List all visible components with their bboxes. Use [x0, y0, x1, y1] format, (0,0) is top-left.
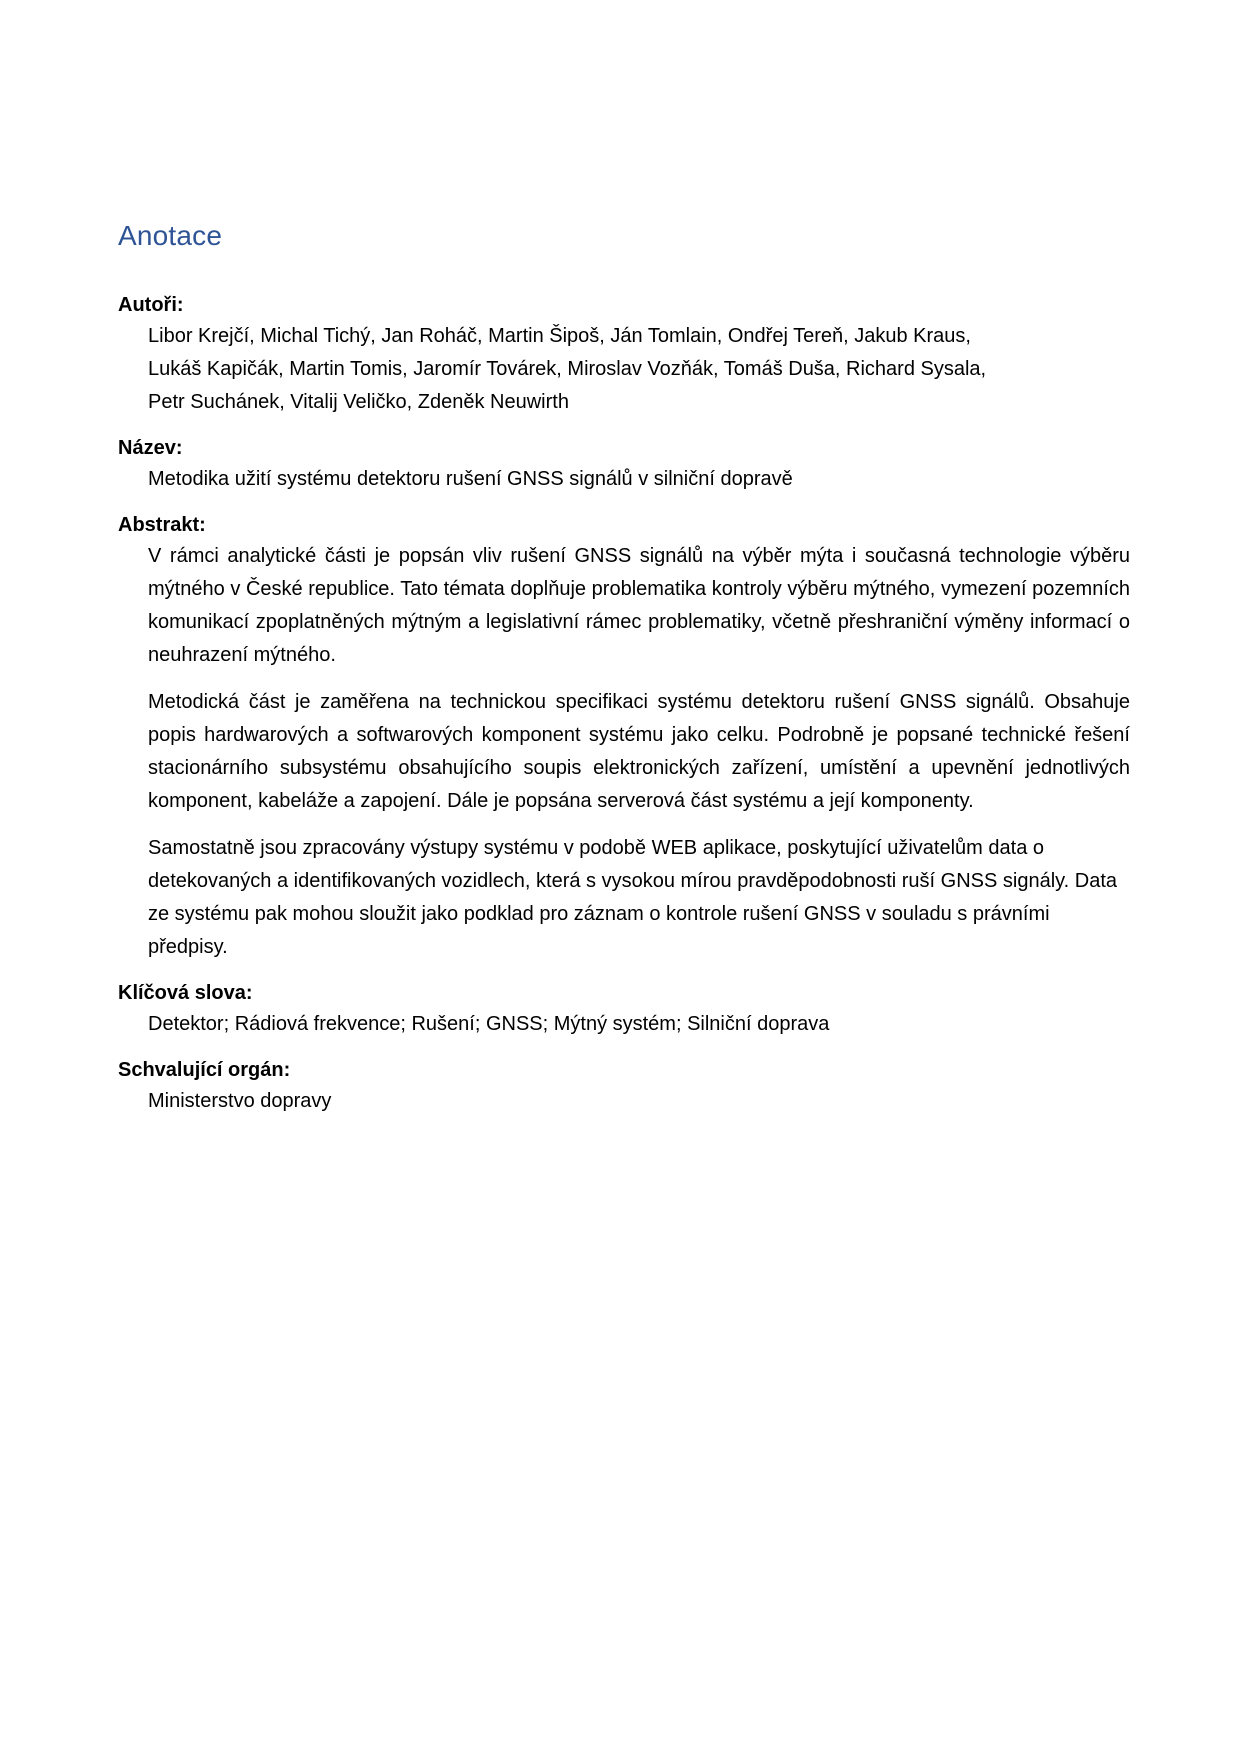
abstract-paragraph: Samostatně jsou zpracovány výstupy systému v podobě WEB aplikace, poskytující uživatelům data o detekovaných a identifikovaných vozidlech, která s vysokou mírou pravděpodobnosti ruší GNSS signály. Data ze systému pak mohou sloužit jako podklad pro záznam o kontrole rušení GNSS v souladu s právními předpisy. [148, 837, 1118, 958]
authors-line: Petr Suchánek, Vitalij Veličko, Zdeněk Neuwirth [148, 391, 569, 413]
abstract-label: Abstrakt: [118, 514, 206, 536]
approving-body-value: Ministerstvo dopravy [148, 1090, 332, 1112]
document-page [118, 216, 1130, 1132]
keywords-label: Klíčová slova: [118, 982, 253, 1004]
keywords-section [118, 978, 1130, 1041]
authors-section [118, 290, 1130, 419]
name-value: Metodika užití systému detektoru rušení GNSS signálů v silniční dopravě [148, 468, 793, 490]
authors-line: Libor Krejčí, Michal Tichý, Jan Roháč, Martin Šipoš, Ján Tomlain, Ondřej Tereň, Jakub Kraus, [148, 325, 971, 347]
abstract-paragraph: V rámci analytické části je popsán vliv rušení GNSS signálů na výběr mýta i současná technologie výběru mýtného v České republice. Tato témata doplňuje problematika kontroly výběru mýtného, vymezení pozemních komunikací zpoplatněných mýtným a legislativní rámec problematiky, včetně přeshraniční výměny informací o neuhrazení mýtného. [148, 545, 1130, 666]
name-label: Název: [118, 437, 183, 459]
authors-label: Autoři: [118, 294, 184, 316]
abstract-paragraph: Metodická část je zaměřena na technickou specifikaci systému detektoru rušení GNSS signálů. Obsahuje popis hardwarových a softwarových komponent systému jako celku. Podrobně je popsané technické řešení stacionárního subsystému obsahujícího soupis elektronických zařízení, umístění a upevnění jednotlivých komponent, kabeláže a zapojení. Dále je popsána serverová část systému a její komponenty. [148, 691, 1130, 812]
authors-line: Lukáš Kapičák, Martin Tomis, Jaromír Továrek, Miroslav Vozňák, Tomáš Duša, Richard Sysala, [148, 358, 987, 380]
name-section [118, 433, 1130, 496]
approving-body-section [118, 1055, 1130, 1118]
approving-body-label: Schvalující orgán: [118, 1059, 291, 1081]
abstract-section [118, 510, 1130, 964]
keywords-value: Detektor; Rádiová frekvence; Rušení; GNSS; Mýtný systém; Silniční doprava [148, 1013, 830, 1035]
page-title: Anotace [118, 220, 223, 251]
authors-list [148, 320, 1130, 419]
